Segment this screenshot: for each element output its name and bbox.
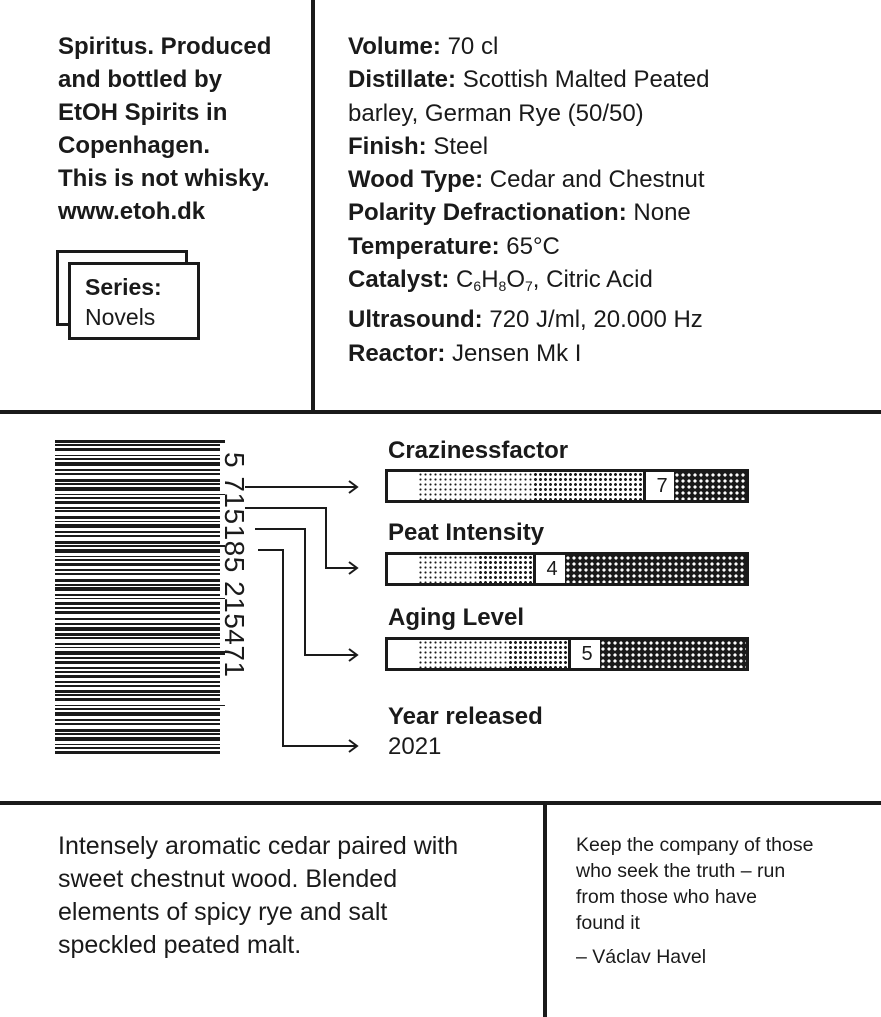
series-card bbox=[68, 262, 200, 340]
quote bbox=[576, 832, 866, 936]
barcode-bar bbox=[55, 584, 220, 586]
barcode-bar bbox=[55, 698, 220, 701]
attr-value-craziness: 7 bbox=[643, 472, 681, 500]
barcode-bar bbox=[55, 494, 225, 495]
barcode-number: 5 715185 215471 bbox=[219, 452, 250, 678]
bar-fill-light bbox=[418, 472, 533, 500]
series-label: Series: bbox=[85, 274, 162, 300]
barcode-digits bbox=[220, 452, 250, 782]
barcode-bar bbox=[55, 483, 220, 485]
barcode-bar bbox=[55, 623, 220, 625]
spec-polarity: Polarity Defractionation: None bbox=[348, 199, 691, 227]
barcode-bar bbox=[55, 602, 220, 605]
barcode-bar bbox=[55, 458, 220, 460]
barcode-bar bbox=[55, 685, 220, 687]
barcode-bar bbox=[55, 573, 220, 575]
spec-reactor: Reactor: Jensen Mk I bbox=[348, 339, 582, 367]
barcode-bar bbox=[55, 569, 220, 571]
bar-fill-mid bbox=[478, 555, 533, 583]
spec-ultrasound: Ultrasound: 720 J/ml, 20.000 Hz bbox=[348, 306, 703, 334]
barcode-bar bbox=[55, 556, 220, 557]
barcode-bar bbox=[55, 455, 220, 456]
barcode-bar bbox=[55, 516, 220, 519]
spec-temperature: Temperature: 65°C bbox=[348, 232, 560, 260]
barcode-bar bbox=[55, 507, 220, 509]
barcode-bar bbox=[55, 549, 220, 553]
tasting-line: Intensely aromatic cedar paired with bbox=[58, 832, 459, 860]
attr-bar-aging bbox=[385, 637, 749, 671]
spec-catalyst: Catalyst: $C_6H_8O_7$, Citric Acid bbox=[348, 266, 653, 295]
attr-value-peat: 4 bbox=[533, 555, 571, 583]
barcode-bar bbox=[55, 535, 220, 537]
producer-info bbox=[58, 30, 308, 228]
specs-list bbox=[348, 30, 868, 370]
arrow-aging bbox=[255, 529, 357, 661]
barcode-bar bbox=[55, 611, 220, 614]
barcode-bar bbox=[55, 579, 220, 582]
arrow-year bbox=[258, 550, 357, 752]
barcode-bar bbox=[55, 627, 220, 631]
barcode-bar bbox=[55, 705, 225, 706]
attr-title-craziness: Crazinessfactor bbox=[388, 437, 569, 464]
producer-line: This is not whisky. bbox=[58, 165, 270, 192]
barcode-bar bbox=[55, 675, 220, 678]
bar-fill-mid bbox=[508, 640, 568, 668]
bar-fill-light bbox=[418, 555, 478, 583]
barcode-bar bbox=[55, 690, 220, 693]
producer-line: Copenhagen. bbox=[58, 132, 211, 159]
tasting-line: sweet chestnut wood. Blended bbox=[58, 865, 398, 893]
barcode-bar bbox=[55, 563, 220, 566]
barcode-bar bbox=[55, 545, 225, 547]
quote-line: found it bbox=[576, 912, 640, 934]
barcode-bar bbox=[55, 501, 220, 504]
barcode-bar bbox=[55, 524, 220, 528]
bar-fill-dark bbox=[674, 472, 746, 500]
attr-value-aging: 5 bbox=[568, 640, 606, 668]
barcode-bar bbox=[55, 594, 220, 596]
barcode-bar bbox=[55, 651, 225, 655]
bar-fill-mid bbox=[533, 472, 643, 500]
spec-finish: Finish: Steel bbox=[348, 132, 489, 160]
barcode-bar bbox=[55, 487, 220, 491]
producer-website: www.etoh.dk bbox=[58, 198, 206, 225]
bar-fill-dark bbox=[565, 555, 746, 583]
producer-line: and bottled by bbox=[58, 66, 222, 93]
barcode-bar bbox=[55, 712, 220, 716]
attr-bar-peat bbox=[385, 552, 749, 586]
spec-wood-type: Wood Type: Cedar and Chestnut bbox=[348, 166, 705, 194]
tasting-line: elements of spicy rye and salt bbox=[58, 898, 388, 926]
barcode-bar bbox=[55, 541, 220, 544]
bar-fill-light bbox=[418, 640, 508, 668]
quote-line: Keep the company of those bbox=[576, 834, 814, 856]
barcode-bar bbox=[55, 440, 225, 443]
attr-bar-craziness bbox=[385, 469, 749, 503]
arrow-peat bbox=[245, 508, 357, 574]
tasting-notes bbox=[58, 830, 518, 962]
barcode-bar bbox=[55, 448, 220, 451]
producer-line: Spiritus. Produced bbox=[58, 33, 272, 60]
barcode-bar bbox=[55, 647, 220, 648]
barcode-bar bbox=[55, 618, 220, 620]
tasting-line: speckled peated malt. bbox=[58, 931, 302, 959]
barcode-bar bbox=[55, 733, 220, 735]
quote-author: – Václav Havel bbox=[576, 946, 707, 968]
year-released-value: 2021 bbox=[388, 733, 442, 760]
barcode-bar bbox=[55, 521, 220, 522]
year-released-label: Year released bbox=[388, 703, 543, 730]
barcode-bar bbox=[55, 633, 220, 636]
barcode-bar bbox=[55, 737, 220, 741]
barcode-bar bbox=[55, 751, 220, 754]
bottom-column-divider bbox=[543, 803, 547, 1017]
barcode-bar bbox=[55, 598, 225, 599]
barcode-bar bbox=[55, 510, 220, 512]
barcode-bar bbox=[55, 479, 220, 482]
top-section-divider bbox=[0, 410, 881, 414]
barcode bbox=[55, 440, 225, 760]
barcode-bar bbox=[55, 667, 220, 669]
quote-line: from those who have bbox=[576, 886, 758, 908]
barcode-bar bbox=[55, 637, 220, 639]
attr-title-aging: Aging Level bbox=[388, 604, 525, 631]
producer-line: EtOH Spirits in bbox=[58, 99, 228, 126]
barcode-bar bbox=[55, 694, 220, 696]
barcode-bar bbox=[55, 671, 220, 673]
barcode-bar bbox=[55, 587, 220, 591]
barcode-bar bbox=[55, 444, 220, 446]
barcode-bar bbox=[55, 473, 220, 475]
barcode-bar bbox=[55, 643, 220, 645]
attr-title-peat: Peat Intensity bbox=[388, 519, 545, 546]
barcode-bar bbox=[55, 719, 220, 721]
arrow-craziness bbox=[245, 481, 357, 493]
barcode-bar bbox=[55, 744, 220, 745]
series-value: Novels bbox=[85, 304, 156, 330]
barcode-bar bbox=[55, 681, 220, 683]
barcode-bar bbox=[55, 723, 220, 725]
quote-line: who seek the truth – run bbox=[576, 860, 786, 882]
spec-volume: Volume: 70 cl bbox=[348, 33, 499, 60]
barcode-bar bbox=[55, 607, 220, 609]
spec-distillate-cont: barley, German Rye (50/50) bbox=[348, 99, 644, 127]
barcode-bar bbox=[55, 729, 220, 732]
top-column-divider bbox=[311, 0, 315, 412]
barcode-bar bbox=[55, 469, 220, 471]
bar-fill-dark bbox=[600, 640, 746, 668]
spec-distillate: Distillate: Scottish Malted Peated bbox=[348, 66, 710, 94]
barcode-bar bbox=[55, 747, 220, 749]
barcode-bar bbox=[55, 497, 220, 499]
barcode-bar bbox=[55, 462, 220, 466]
barcode-bar bbox=[55, 661, 220, 664]
barcode-bar bbox=[55, 657, 220, 659]
barcode-bar bbox=[55, 559, 220, 561]
barcode-bar bbox=[55, 531, 220, 533]
bottom-section-divider bbox=[0, 801, 881, 805]
barcode-bar bbox=[55, 708, 220, 710]
